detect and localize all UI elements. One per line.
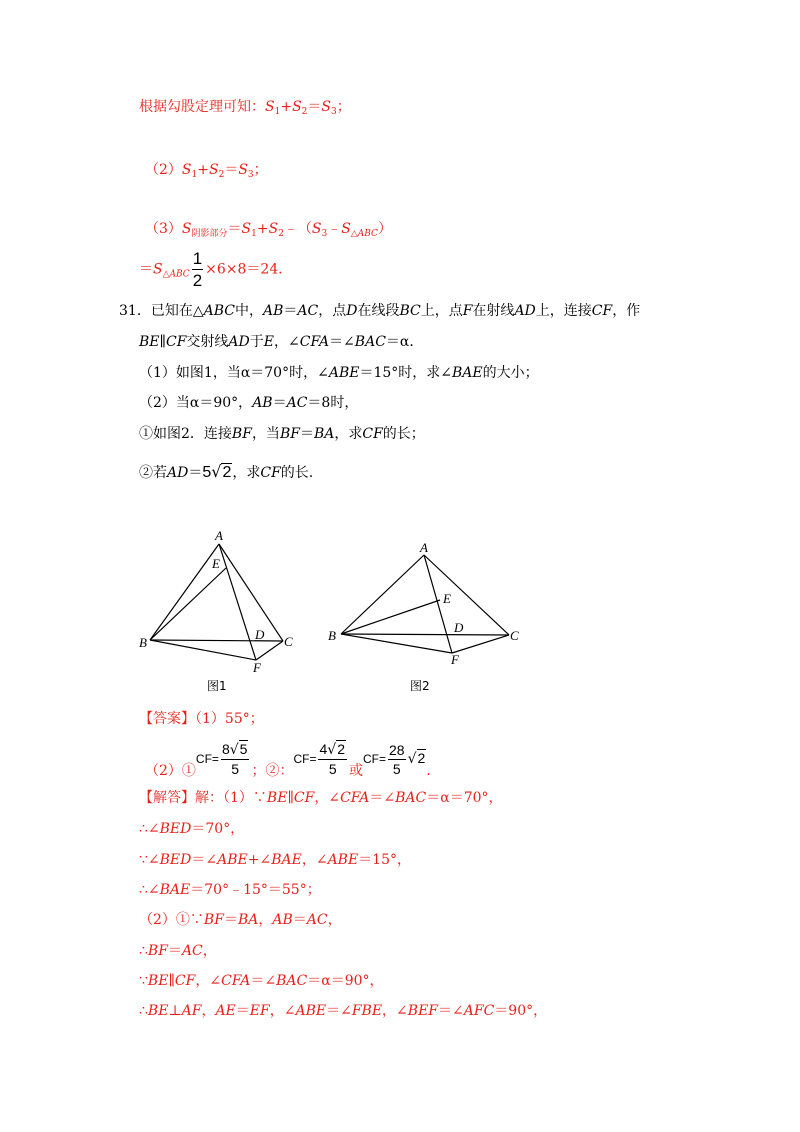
fig1-segment-ab bbox=[150, 544, 219, 640]
fig2-segment-bf bbox=[341, 634, 452, 653]
solution-line-7: ∵BE∥CF，∠CFA＝∠BAC＝α＝90°， bbox=[139, 973, 384, 989]
fig2-label-d: D bbox=[454, 620, 464, 635]
prev-line-pythagoras: 根据勾股定理可知：$S_1+S_2=S_3$； bbox=[139, 99, 351, 117]
fig2-label-c: C bbox=[510, 628, 519, 643]
solution-line-5: （2）①∵BF＝BA，AB＝AC， bbox=[139, 912, 342, 928]
radical-5-root-2: 5√2 bbox=[202, 462, 232, 481]
problem-stem-line2: BE∥CF交射线AD于E，∠CFA＝∠BAC＝α． bbox=[139, 334, 424, 350]
fig1-label-f: F bbox=[253, 660, 261, 675]
answer-cf-3: CF= $\frac{28}{5}$ √2 bbox=[362, 741, 426, 777]
answer-line-2: （2）①CF= $\frac{8√5}{5}$ ；②：CF= $\frac{4√2}{5}$ 或CF= $\frac{28}{5}$ √2. bbox=[145, 741, 431, 779]
answer-line-1: 【答案】（1）55°； bbox=[139, 711, 264, 727]
fig1-segment-af bbox=[219, 544, 256, 660]
solution-line-1: 【解答】解：（1）∵BE∥CF，∠CFA＝∠BAC＝α＝70°， bbox=[139, 790, 503, 806]
problem-question-2b: ②若AD＝5√2，求CF的长. bbox=[139, 462, 314, 481]
fig1-segment-ac bbox=[219, 544, 283, 641]
solution-line-3: ∵∠BED＝∠ABE+∠BAE，∠ABE＝15°， bbox=[139, 852, 412, 868]
fig1-segment-bf bbox=[150, 640, 256, 660]
fig2-caption: 图2 bbox=[410, 679, 430, 693]
prev-line-part3: $(3)S_{阴影部分}=S_1+S_2﹣(S_3﹣S_{\triangle ABC})$ bbox=[145, 221, 392, 239]
fig2-label-e: E bbox=[443, 591, 451, 606]
solution-line-4: ∴∠BAE＝70°﹣15°＝55°； bbox=[139, 882, 321, 898]
fig2-segment-ab bbox=[341, 555, 424, 634]
fig1-label-c: C bbox=[284, 634, 293, 649]
fig2-label-f: F bbox=[451, 652, 459, 667]
fig1-segment-cf bbox=[256, 641, 283, 660]
solution-line-2: ∴∠BED＝70°， bbox=[139, 821, 245, 837]
answer-cf-2: CF= $\frac{4√2}{5}$ bbox=[293, 741, 345, 777]
solution-line-6: ∴BF＝AC， bbox=[139, 943, 217, 959]
fig1-label-e: E bbox=[212, 556, 220, 571]
fig1-label-d: D bbox=[255, 627, 265, 642]
answer-tag: 【答案】 bbox=[139, 711, 195, 727]
fig2-label-a: A bbox=[420, 540, 428, 555]
fig1-caption: 图1 bbox=[207, 679, 227, 693]
problem-question-2a: ①如图2．连接BF，当BF＝BA，求CF的长； bbox=[139, 426, 425, 442]
fig2-label-b: B bbox=[328, 628, 336, 643]
solution-tag: 【解答】 bbox=[139, 790, 195, 806]
fig2-segment-bc bbox=[341, 634, 509, 635]
problem-question-2: （2）当α＝90°，AB＝AC＝8时， bbox=[139, 395, 359, 411]
problem-stem-line1: 31．已知在△ABC中，AB＝AC，点D在线段BC上，点F在射线AD上，连接CF，作 bbox=[119, 303, 641, 319]
solution-line-8: ∴BE⊥AF，AE＝EF，∠ABE＝∠FBE，∠BEF＝∠AFC＝90°， bbox=[139, 1003, 548, 1019]
half-fraction: $\frac{1}{2}$ bbox=[192, 249, 203, 290]
fig1-label-b: B bbox=[139, 635, 147, 650]
prev-line-part2: $(2)S_1+S_2=S_3$； bbox=[145, 162, 268, 180]
answer-cf-1: CF= $\frac{8√5}{5}$ bbox=[195, 741, 248, 777]
fig2-segment-be bbox=[341, 600, 440, 634]
figure-2 bbox=[341, 555, 509, 653]
problem-question-1: （1）如图1，当α＝70°时，∠ABE＝15°时，求∠BAE的大小； bbox=[139, 365, 539, 381]
fig2-segment-cf bbox=[452, 635, 509, 653]
fig2-segment-ac bbox=[424, 555, 509, 635]
prev-line-result: $=S_{\triangle ABC}$ $\frac{1}{2}$ ×6×8＝24． bbox=[139, 249, 293, 290]
fig1-label-a: A bbox=[215, 528, 223, 543]
fig1-segment-be bbox=[150, 568, 226, 640]
